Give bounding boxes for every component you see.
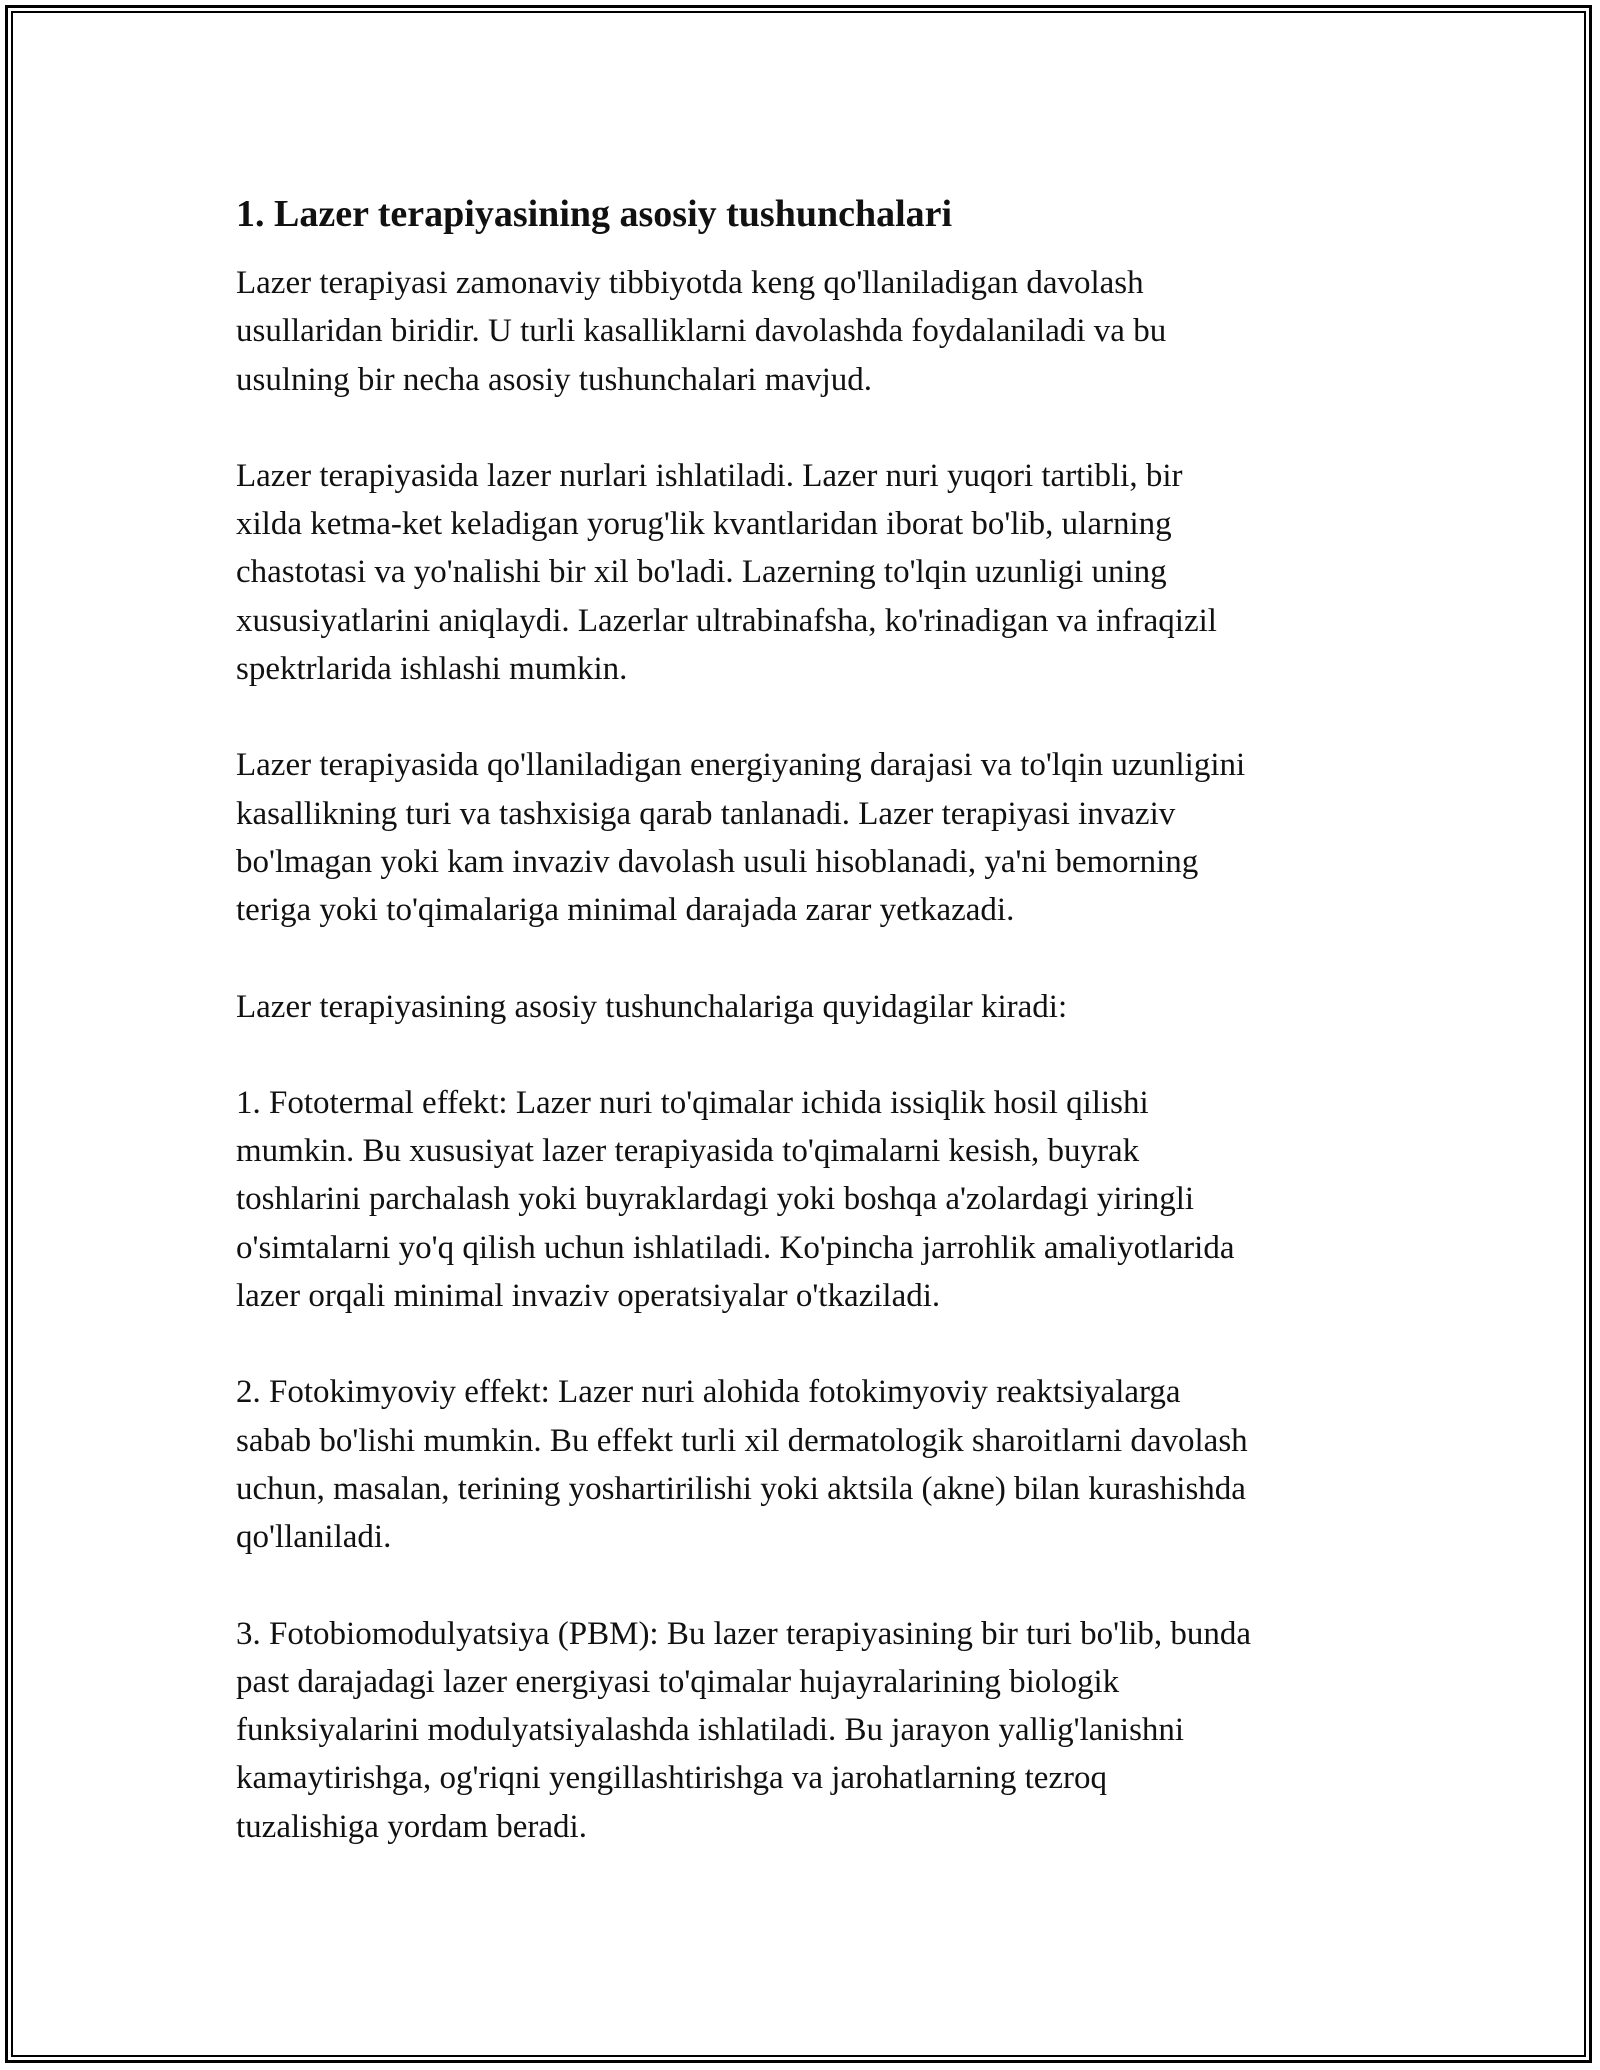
section-heading: 1. Lazer terapiyasining asosiy tushunchalari xyxy=(236,193,953,235)
list-item-photochemical: 2. Fotokimyoviy effekt: Lazer nuri alohida fotokimyoviy reaktsiyalarga sabab bo'lishi mumkin. Bu effekt turli xil dermatologik sharoitlarni davolash uchun, masalan, terining yoshartirilishi yoki aktsila (akne) bilan kurashishda qo'llaniladi. xyxy=(236,1374,1248,1556)
paragraph-list-intro: Lazer terapiyasining asosiy tushunchalariga quyidagilar kiradi: xyxy=(236,988,1068,1025)
paragraph-intro: Lazer terapiyasi zamonaviy tibbiyotda keng qo'llaniladigan davolash usullaridan biridir. U turli kasalliklarni davolashda foydalaniladi va bu usulning bir necha asosiy tushunchalari mavjud. xyxy=(236,265,1167,398)
paragraph-energy-level: Lazer terapiyasida qo'llaniladigan energiyaning darajasi va to'lqin uzunligini kasallikning turi va tashxisiga qarab tanlanadi. Lazer terapiyasi invaziv bo'lmagan yoki kam invaziv davolash usuli hisoblanadi, ya'ni bemorning teriga yoki to'qimalariga minimal darajada zarar yetkazadi. xyxy=(236,747,1246,929)
list-item-photothermal: 1. Fototermal effekt: Lazer nuri to'qimalar ichida issiqlik hosil qilishi mumkin. Bu xususiyat lazer terapiyasida to'qimalarni kesish, buyrak toshlarini parchalash yoki buyraklardagi yoki boshqa a'zolardagi yiringli o'simtalarni yo'q qilish uchun ishlatiladi. Ko'pincha jarrohlik amaliyotlarida lazer orqali minimal invaziv operatsiyalar o'tkaziladi. xyxy=(236,1084,1235,1315)
document-body xyxy=(236,188,1366,1851)
list-item-photobiomodulation: 3. Fotobiomodulyatsiya (PBM): Bu lazer terapiyasining bir turi bo'lib, bunda past darajadagi lazer energiyasi to'qimalar hujayralarining biologik funksiyalarini modulyatsiyalashda ishlatiladi. Bu jarayon yallig'lanishni kamaytirishga, og'riqni yengillashtirishga va jarohatlarning tezroq tuzalishiga yordam beradi. xyxy=(236,1615,1252,1845)
paragraph-laser-beams: Lazer terapiyasida lazer nurlari ishlatiladi. Lazer nuri yuqori tartibli, bir xilda ketma-ket keladigan yorug'lik kvantlaridan iborat bo'lib, ularning chastotasi va yo'nalishi bir xil bo'ladi. Lazerning to'lqin uzunligi uning xususiyatlarini aniqlaydi. Lazerlar ultrabinafsha, ko'rinadigan va infraqizil spektrlarida ishlashi mumkin. xyxy=(236,457,1217,688)
